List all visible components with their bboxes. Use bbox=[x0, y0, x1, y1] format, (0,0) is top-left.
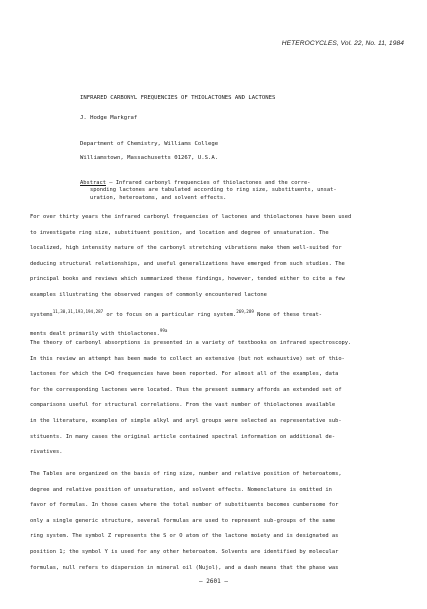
text-line: favor of formulas. In those cases where the total number of substituents becomes cumbersome for bbox=[30, 502, 339, 509]
text-line: examples illustrating the observed ranges of commonly encountered lactone bbox=[30, 291, 267, 298]
abstract-label: Abstract bbox=[80, 180, 106, 186]
text-line: deducing structural relationships, and useful generalizations have emerged from such studies. The bbox=[30, 260, 345, 267]
text-line: only a single generic structure, several formulas are used to represent sub-groups of the same bbox=[30, 517, 336, 524]
abstract bbox=[80, 180, 410, 202]
abstract-text: — Infrared carbonyl frequencies of thiolactones and the corre- bbox=[105, 180, 311, 186]
abstract-line: uration, heteroatoms, and solvent effects. bbox=[90, 194, 227, 201]
text-line: in the literature, examples of simple alkyl and aryl groups were selected as representative sub- bbox=[30, 417, 342, 424]
page-number: — 2601 — bbox=[199, 578, 228, 585]
text-line: comparisons useful for structural correlations. From the vast number of thiolactones available bbox=[30, 402, 336, 409]
body-paragraph-2 bbox=[30, 336, 408, 461]
text-segment: systems bbox=[30, 311, 53, 318]
text-line: formulas, null refers to dispersion in mineral oil (Nujol), and a dash means that the phase was bbox=[30, 564, 339, 571]
article-author: J. Hodge Markgraf bbox=[80, 115, 138, 121]
article-title: INFRARED CARBONYL FREQUENCIES OF THIOLACTONES AND LACTONES bbox=[80, 95, 276, 101]
body-paragraph-3 bbox=[30, 467, 408, 576]
text-line: rivatives. bbox=[30, 449, 63, 456]
text-line: lactones for which the C=O frequencies have been reported. For almost all of the examples, data bbox=[30, 371, 339, 378]
author-affiliation bbox=[80, 137, 218, 165]
text-line: localized, high intensity nature of the carbonyl stretching vibrations make them well-suited for bbox=[30, 245, 342, 252]
text-segment: ments dealt primarily with thiolactones. bbox=[30, 331, 160, 338]
text-line: to investigate ring size, substituent position, and location and degree of unsaturation. The bbox=[30, 229, 329, 236]
text-line: stituents. In many cases the original article contained spectral information on additional de- bbox=[30, 433, 336, 440]
journal-header: HETEROCYCLES, Vol. 22, No. 11, 1984 bbox=[281, 40, 404, 47]
text-line: ring system. The symbol Z represents the S or O atom of the lactone moiety and is designated as bbox=[30, 533, 339, 540]
text-line bbox=[30, 304, 408, 324]
text-segment: or to focus on a particular ring system. bbox=[103, 311, 237, 318]
citation-superscript: 269,289 bbox=[236, 308, 254, 314]
text-line: In this review an attempt has been made to collect an extensive (but not exhaustive) set of thio- bbox=[30, 355, 345, 362]
text-segment: None of these treat- bbox=[253, 311, 323, 318]
text-line: for the corresponding lactones were located. Thus the present summary affords an extended set of bbox=[30, 386, 342, 393]
citation-superscript: 11,30,31,193,194,287 bbox=[52, 308, 104, 314]
text-line: principal books and reviews which summarized these findings, however, tended either to cite a few bbox=[30, 276, 345, 283]
text-line: The theory of carbonyl absorptions is presented in a variety of textbooks on infrared spectroscopy. bbox=[30, 340, 352, 346]
body-paragraph-1 bbox=[30, 210, 408, 343]
text-line: degree and relative position of unsaturation, and solvent effects. Nomenclature is omitted in bbox=[30, 486, 332, 493]
text-line: position 1; the symbol Y is used for any other heteroatom. Solvents are identified by molecular bbox=[30, 548, 339, 555]
affiliation-line: Department of Chemistry, Williams College bbox=[80, 141, 219, 147]
citation-superscript: 99a bbox=[159, 328, 168, 334]
text-line: For over thirty years the infrared carbonyl frequencies of lactones and thiolactones have been used bbox=[30, 214, 352, 220]
abstract-line bbox=[80, 180, 410, 187]
text-line: The Tables are organized on the basis of ring size, number and relative position of heteroatoms, bbox=[30, 471, 342, 477]
abstract-line: sponding lactones are tabulated according to ring size, substituents, unsat- bbox=[90, 187, 337, 194]
affiliation-line: Williamstown, Massachusetts 01267, U.S.A. bbox=[80, 155, 219, 161]
